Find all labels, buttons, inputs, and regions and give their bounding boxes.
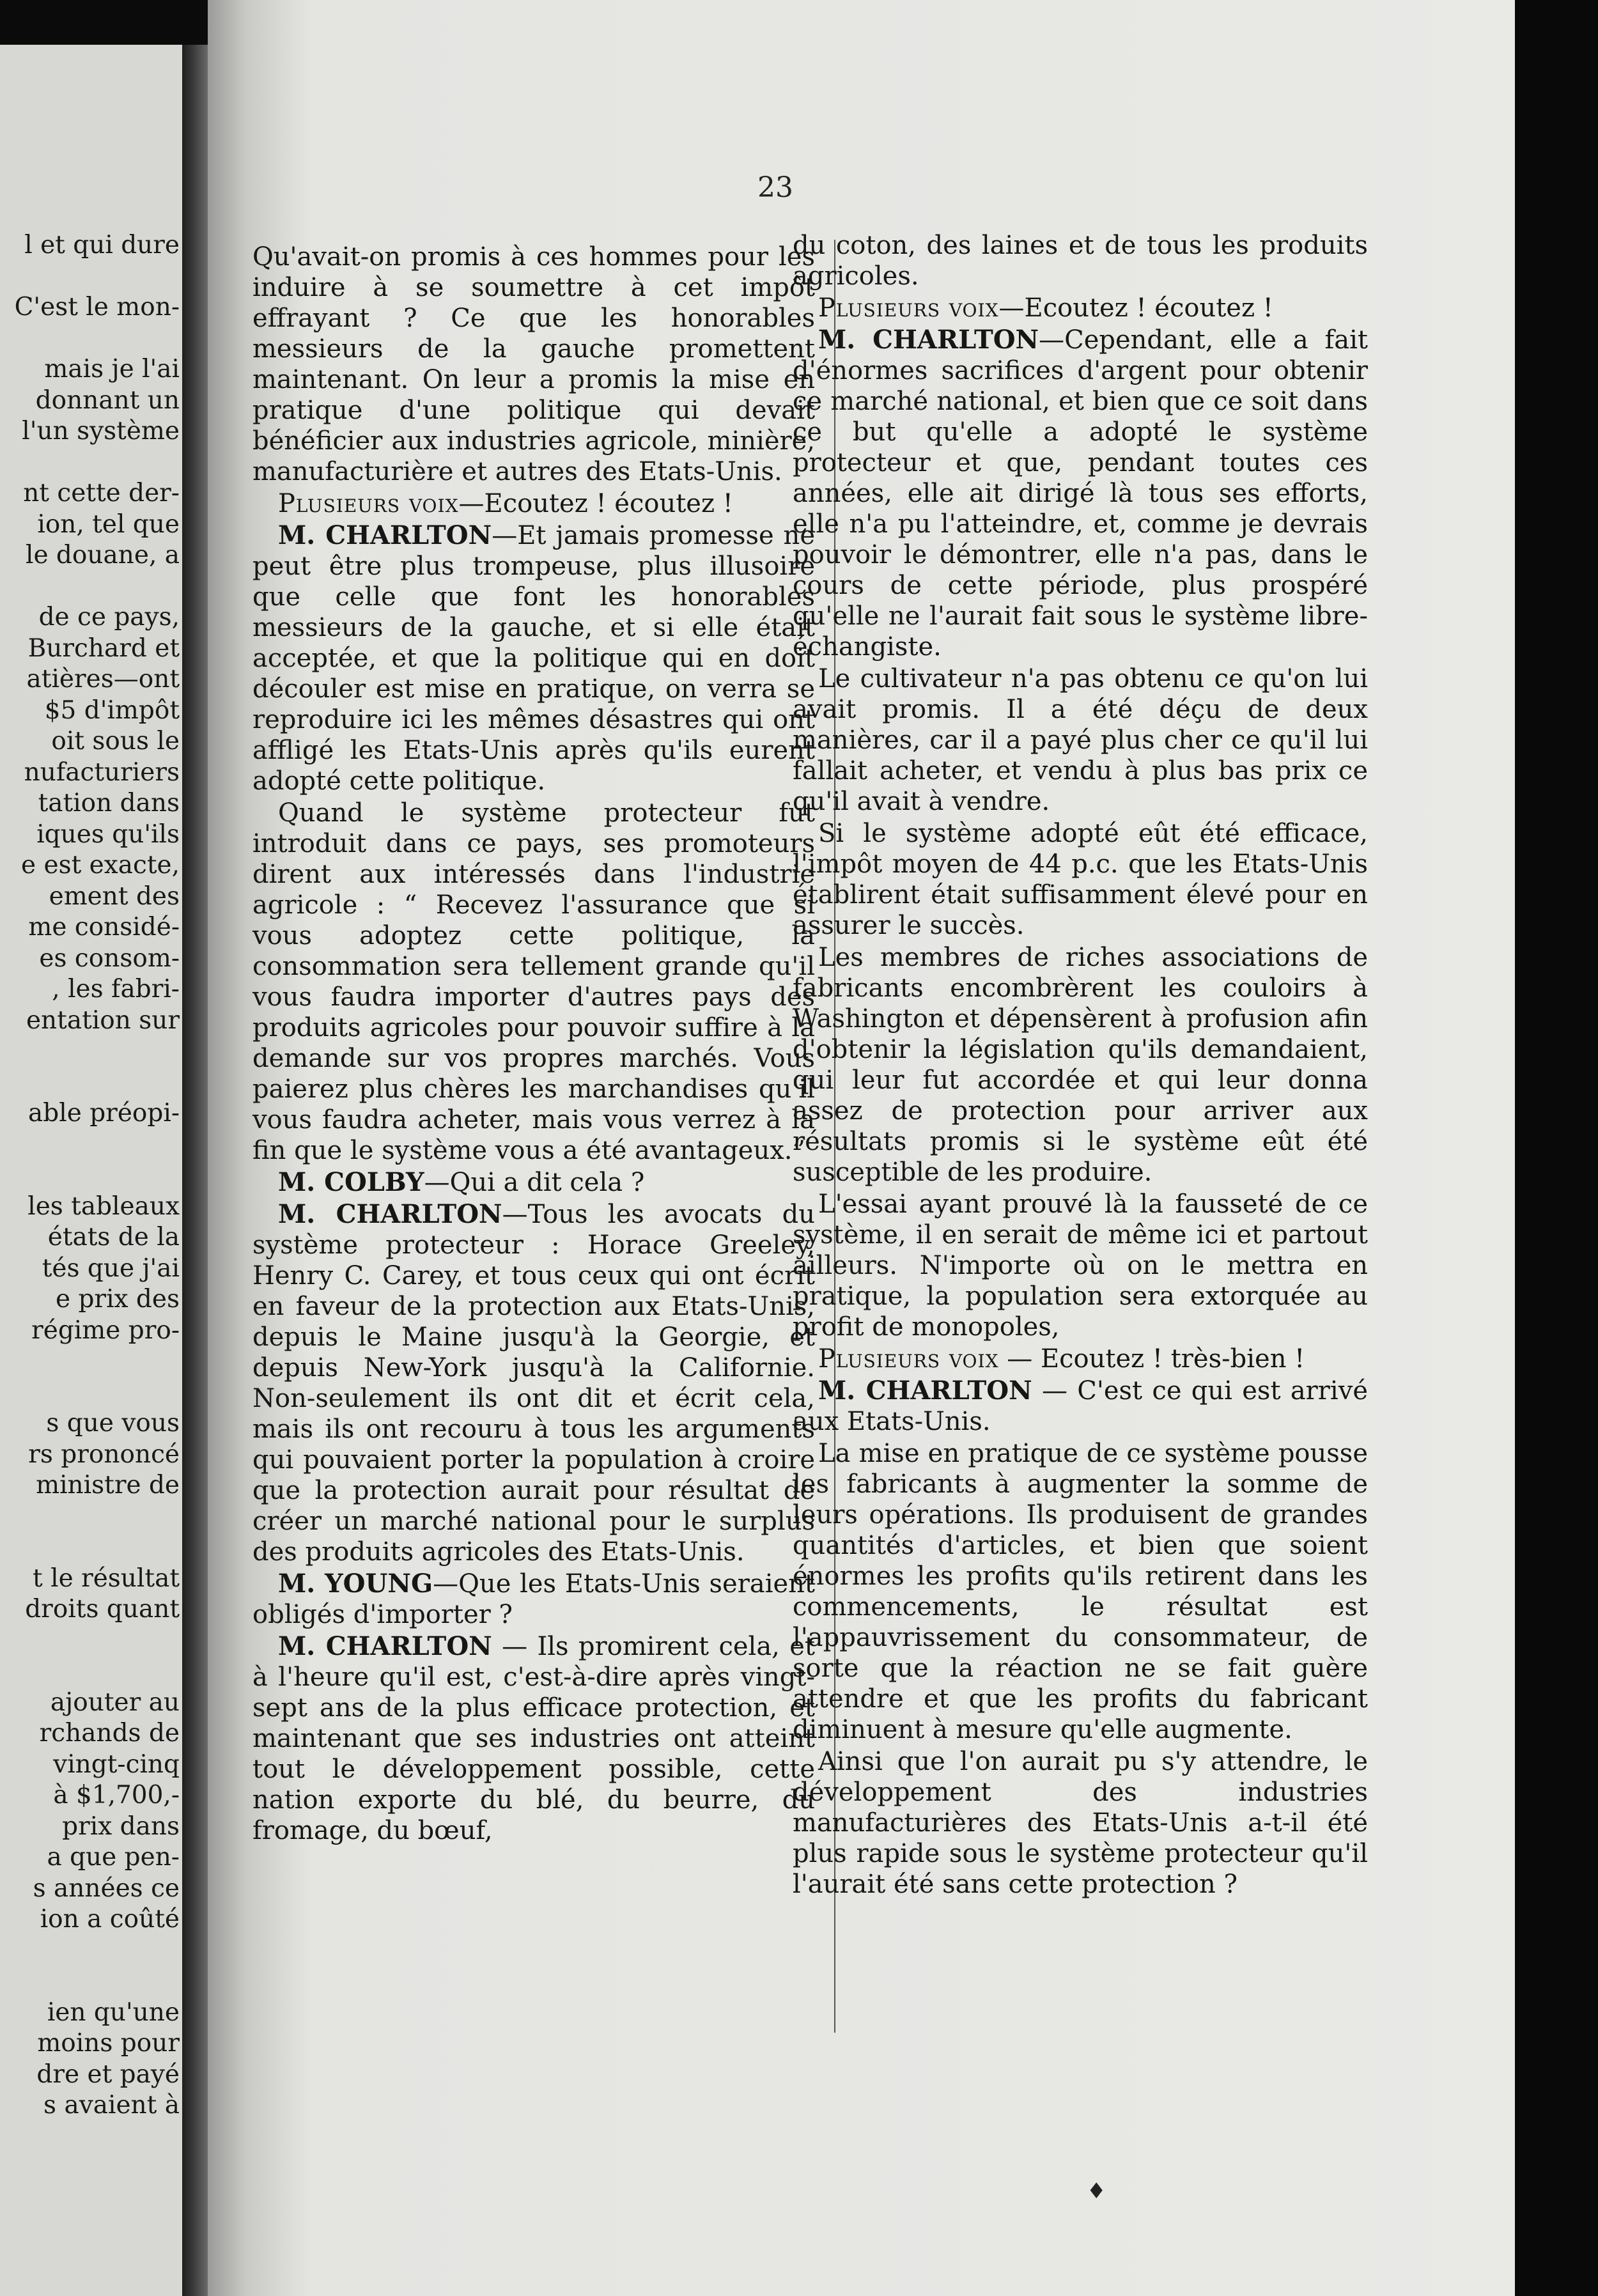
paragraph bbox=[252, 798, 815, 1166]
paragraph bbox=[793, 942, 1368, 1188]
left-page-line bbox=[0, 1377, 180, 1409]
speech-paragraph bbox=[252, 520, 815, 796]
left-page-line bbox=[0, 261, 180, 293]
paragraph bbox=[793, 818, 1368, 941]
paragraph bbox=[793, 663, 1368, 817]
left-page-line bbox=[0, 1625, 180, 1657]
left-page-line bbox=[0, 1160, 180, 1191]
page-number: 23 bbox=[757, 171, 793, 204]
left-page-line: ministre de bbox=[36, 1471, 180, 1500]
speaker-name: M. CHARLTON bbox=[818, 325, 1039, 355]
left-page-line: Burchard et bbox=[27, 633, 180, 663]
left-page-line: rs prononcé bbox=[28, 1439, 180, 1469]
left-page-line: iques qu'ils bbox=[36, 819, 180, 849]
speech-paragraph bbox=[252, 1569, 815, 1630]
left-page-line: es consom- bbox=[39, 943, 180, 973]
scan-border bbox=[1515, 0, 1598, 2296]
left-page-line: nufacturiers bbox=[24, 757, 180, 787]
left-page-line: le douane, a bbox=[25, 541, 180, 570]
left-page-line: moins pour bbox=[37, 2029, 180, 2058]
left-page-line: able préopi- bbox=[28, 1099, 180, 1128]
left-page-line: atières—ont bbox=[26, 665, 180, 694]
left-page-line bbox=[0, 1656, 180, 1687]
left-page-line bbox=[0, 1129, 180, 1161]
speech-paragraph bbox=[793, 293, 1368, 323]
speech-paragraph bbox=[252, 1631, 815, 1846]
paragraph-text: —Ecoutez ! écoutez ! bbox=[998, 293, 1273, 323]
paragraph-text: —Qui a dit cela ? bbox=[424, 1168, 645, 1197]
left-page-line: s que vous bbox=[46, 1409, 180, 1438]
paragraph-text: —Ecoutez ! écoutez ! bbox=[458, 489, 733, 518]
speaker-name: Plusieurs voix bbox=[278, 489, 459, 518]
left-page-line: ement des bbox=[49, 881, 180, 911]
speaker-name: Plusieurs voix bbox=[818, 1344, 999, 1374]
paragraph-text: Ainsi que l'on aurait pu s'y attendre, le développement des industries manufacturières des Etats-Unis a-t-il été plus rapide sous le système protecteur qu'il l'aurait été sans cette protection ? bbox=[793, 1747, 1368, 1899]
ornament: ♦ bbox=[1087, 2178, 1106, 2204]
left-page-line: e est exacte, bbox=[21, 851, 180, 880]
speech-paragraph bbox=[252, 488, 815, 519]
text-column-2 bbox=[793, 230, 1368, 1901]
speech-paragraph bbox=[252, 1199, 815, 1567]
paragraph bbox=[793, 1746, 1368, 1900]
left-page-line: droits quant bbox=[25, 1595, 180, 1624]
paragraph-text: du coton, des laines et de tous les produits agricoles. bbox=[793, 231, 1368, 291]
paragraph-text: L'essai ayant prouvé là la fausseté de ce système, il en serait de même ici et partout ailleurs. N'importe où on le mettra en pratique, la population sera extorquée au profit de monopoles, bbox=[793, 1190, 1368, 1342]
left-page-line: s avaient à bbox=[43, 2091, 180, 2120]
paragraph bbox=[252, 242, 815, 487]
left-page-line: à $1,700,- bbox=[53, 1781, 180, 1810]
paragraph-text: —Tous les avocats du système protecteur : Horace Greeley, Henry C. Carey, et tous ceux qui ont écrit en faveur de la protection aux Etats-Unis, depuis le Maine jusqu'à la Georgie, et depuis New-York jusqu'à la Californie. Non-seulement ils ont dit et écrit cela, mais ils ont recouru à tous les arguments qui pouvaient porter la population à croire que la protection aurait pour résultat de créer un marché national pour le surplus des produits agricoles des Etats-Unis. bbox=[252, 1200, 815, 1567]
left-page-line: ien qu'une bbox=[47, 1997, 180, 2027]
paragraph-text: Les membres de riches associations de fabricants encombrèrent les couloirs à Washington et dépensèrent à profusion afin d'obtenir la législation qu'ils demandaient, qui leur fut accordée et qui leur donna assez de protection pour arriver aux résultats promis si le système eût été susceptible de les produire. bbox=[793, 943, 1368, 1187]
paragraph-text: —Cependant, elle a fait d'énormes sacrifices d'argent pour obtenir ce marché national, et bien que ce soit dans ce but qu'elle a adopté le système protecteur et que, pendant toutes ces années, elle ait dirigé là tous ses efforts, elle n'a pu l'atteindre, et, comme je devrais pouvoir le démontrer, elle n'a pas, dans le cours de cette période, plus prospéré qu'elle ne l'aurait fait sous le système libre-échangiste. bbox=[793, 325, 1368, 662]
speaker-name: M. CHARLTON bbox=[818, 1376, 1032, 1406]
speaker-name: M. YOUNG bbox=[278, 1569, 433, 1599]
left-page-line bbox=[0, 1935, 180, 1967]
left-page-line: e prix des bbox=[55, 1285, 180, 1314]
paragraph-text: Qu'avait-on promis à ces hommes pour les induire à se soumettre à cet impôt effrayant ? Ce que les honorables messieurs de la gauche promettent maintenant. On leur a promis la mise en pratique d'une politique qui devait bénéficier aux industries agricole, minière, manufacturière et autres des Etats-Unis. bbox=[252, 242, 815, 486]
left-page-line bbox=[0, 571, 180, 603]
left-page-line: me considé- bbox=[28, 913, 180, 942]
left-page-line: donnant un bbox=[35, 385, 180, 415]
paragraph bbox=[793, 1438, 1368, 1745]
paragraph-text: — Ils promirent cela, et à l'heure qu'il est, c'est-à-dire après vingt-sept ans de la plus efficace protection, et maintenant que ses industries ont atteint tout le développement possible, cette nation exporte du blé, du beurre, du fromage, du bœuf, bbox=[252, 1632, 815, 1845]
paragraph-text: Si le système adopté eût été efficace, l'impôt moyen de 44 p.c. que les Etats-Unis établirent était suffisamment élevé pour en assurer le succès. bbox=[793, 819, 1368, 940]
left-page-line: de ce pays, bbox=[38, 603, 180, 632]
left-page-line: mais je l'ai bbox=[44, 355, 180, 384]
paragraph bbox=[793, 1189, 1368, 1342]
speech-paragraph bbox=[793, 1344, 1368, 1374]
paragraph bbox=[793, 230, 1368, 291]
left-page-text bbox=[0, 230, 182, 2121]
paragraph-text: — Ecoutez ! très-bien ! bbox=[998, 1344, 1305, 1374]
left-page-line bbox=[0, 1346, 180, 1377]
speaker-name: M. CHARLTON bbox=[278, 1631, 492, 1661]
paragraph-text: —Et jamais promesse ne peut être plus trompeuse, plus illusoire que celle que font les honorables messieurs de la gauche, et si elle était acceptée, et que la politique qui en doit découler est mise en pratique, on verra se reproduire ici les mêmes désastres qui ont affligé les Etats-Unis après qu'ils eurent adopté cette politique. bbox=[252, 521, 815, 796]
left-page-line: tation dans bbox=[38, 789, 180, 818]
speaker-name: M. CHARLTON bbox=[278, 1199, 502, 1229]
left-page-line bbox=[0, 1036, 180, 1067]
left-page-line: vingt-cinq bbox=[53, 1749, 180, 1779]
paragraph-text: —Que les Etats-Unis seraient obligés d'importer ? bbox=[252, 1569, 815, 1629]
left-page-line: dre et payé bbox=[36, 2059, 180, 2089]
left-page-line: prix dans bbox=[62, 1811, 180, 1841]
left-page-line: l et qui dure bbox=[24, 231, 180, 260]
left-page-line bbox=[0, 447, 180, 479]
left-page-line: états de la bbox=[47, 1223, 180, 1252]
left-page-line: oit sous le bbox=[51, 727, 180, 756]
left-page-line: rchands de bbox=[39, 1719, 180, 1748]
left-page-line bbox=[0, 1501, 180, 1533]
text-column-1 bbox=[252, 242, 815, 1847]
speech-paragraph bbox=[793, 1376, 1368, 1437]
left-page-line: nt cette der- bbox=[23, 479, 180, 508]
left-page-line: C'est le mon- bbox=[14, 293, 180, 322]
left-page-line: t le résultat bbox=[33, 1563, 180, 1593]
left-page-line bbox=[0, 1532, 180, 1563]
paragraph-text: Quand le système protecteur fut introduit dans ce pays, ses promoteurs dirent aux intéressés dans l'industrie agricole : “ Recevez l'assurance que si vous adoptez cette politique, la consommation sera tellement grande qu'il vous faudra importer d'autres pays des produits agricoles pour pouvoir suffire à la demande sur vos propres marchés. Vous paierez plus chères les marchandises qu'il vous faudra acheter, mais vous verrez à la fin que le système vous a été avantageux.” bbox=[252, 798, 815, 1165]
speech-paragraph bbox=[252, 1167, 815, 1198]
left-page-line bbox=[0, 1966, 180, 1997]
left-page-line: les tableaux bbox=[27, 1191, 180, 1221]
left-page-line bbox=[0, 1067, 180, 1099]
book-gutter bbox=[182, 45, 208, 2296]
left-page-line: l'un système bbox=[22, 417, 180, 446]
left-page-line: , les fabri- bbox=[52, 975, 180, 1004]
left-page-line: a que pen- bbox=[47, 1843, 180, 1872]
left-page-line: régime pro- bbox=[31, 1315, 180, 1345]
speaker-name: M. CHARLTON bbox=[278, 520, 492, 550]
left-page-line: entation sur bbox=[26, 1005, 180, 1035]
left-page-line: ajouter au bbox=[50, 1687, 180, 1717]
speech-paragraph bbox=[793, 325, 1368, 662]
left-page-line: ion, tel que bbox=[37, 509, 180, 539]
speaker-name: Plusieurs voix bbox=[818, 293, 999, 323]
left-page bbox=[0, 45, 182, 2296]
paragraph-text: La mise en pratique de ce système pousse les fabricants à augmenter la somme de leurs opérations. Ils produisent de grandes quantités d'articles, et bien que soient énormes les profits qu'ils retirent dans les commencements, le résultat est l'appauvrissement du consommateur, de sorte que la réaction ne se fait guère attendre et que les profits du fabricant diminuent à mesure qu'elle augmente. bbox=[793, 1439, 1368, 1744]
left-page-line: $5 d'impôt bbox=[44, 695, 180, 725]
paragraph-text: Le cultivateur n'a pas obtenu ce qu'on lui avait promis. Il a été déçu de deux manières, car il a payé plus cher ce qu'il lui fallait acheter, et vendu à plus bas prix ce qu'il avait à vendre. bbox=[793, 664, 1368, 816]
left-page-line: ion a coûté bbox=[40, 1905, 180, 1934]
left-page-line: tés que j'ai bbox=[42, 1253, 180, 1283]
left-page-line bbox=[0, 323, 180, 355]
paragraph-text: — C'est ce qui est arrivé aux Etats-Unis. bbox=[793, 1376, 1368, 1436]
left-page-line: s années ce bbox=[33, 1873, 180, 1903]
speaker-name: M. COLBY bbox=[278, 1167, 424, 1197]
